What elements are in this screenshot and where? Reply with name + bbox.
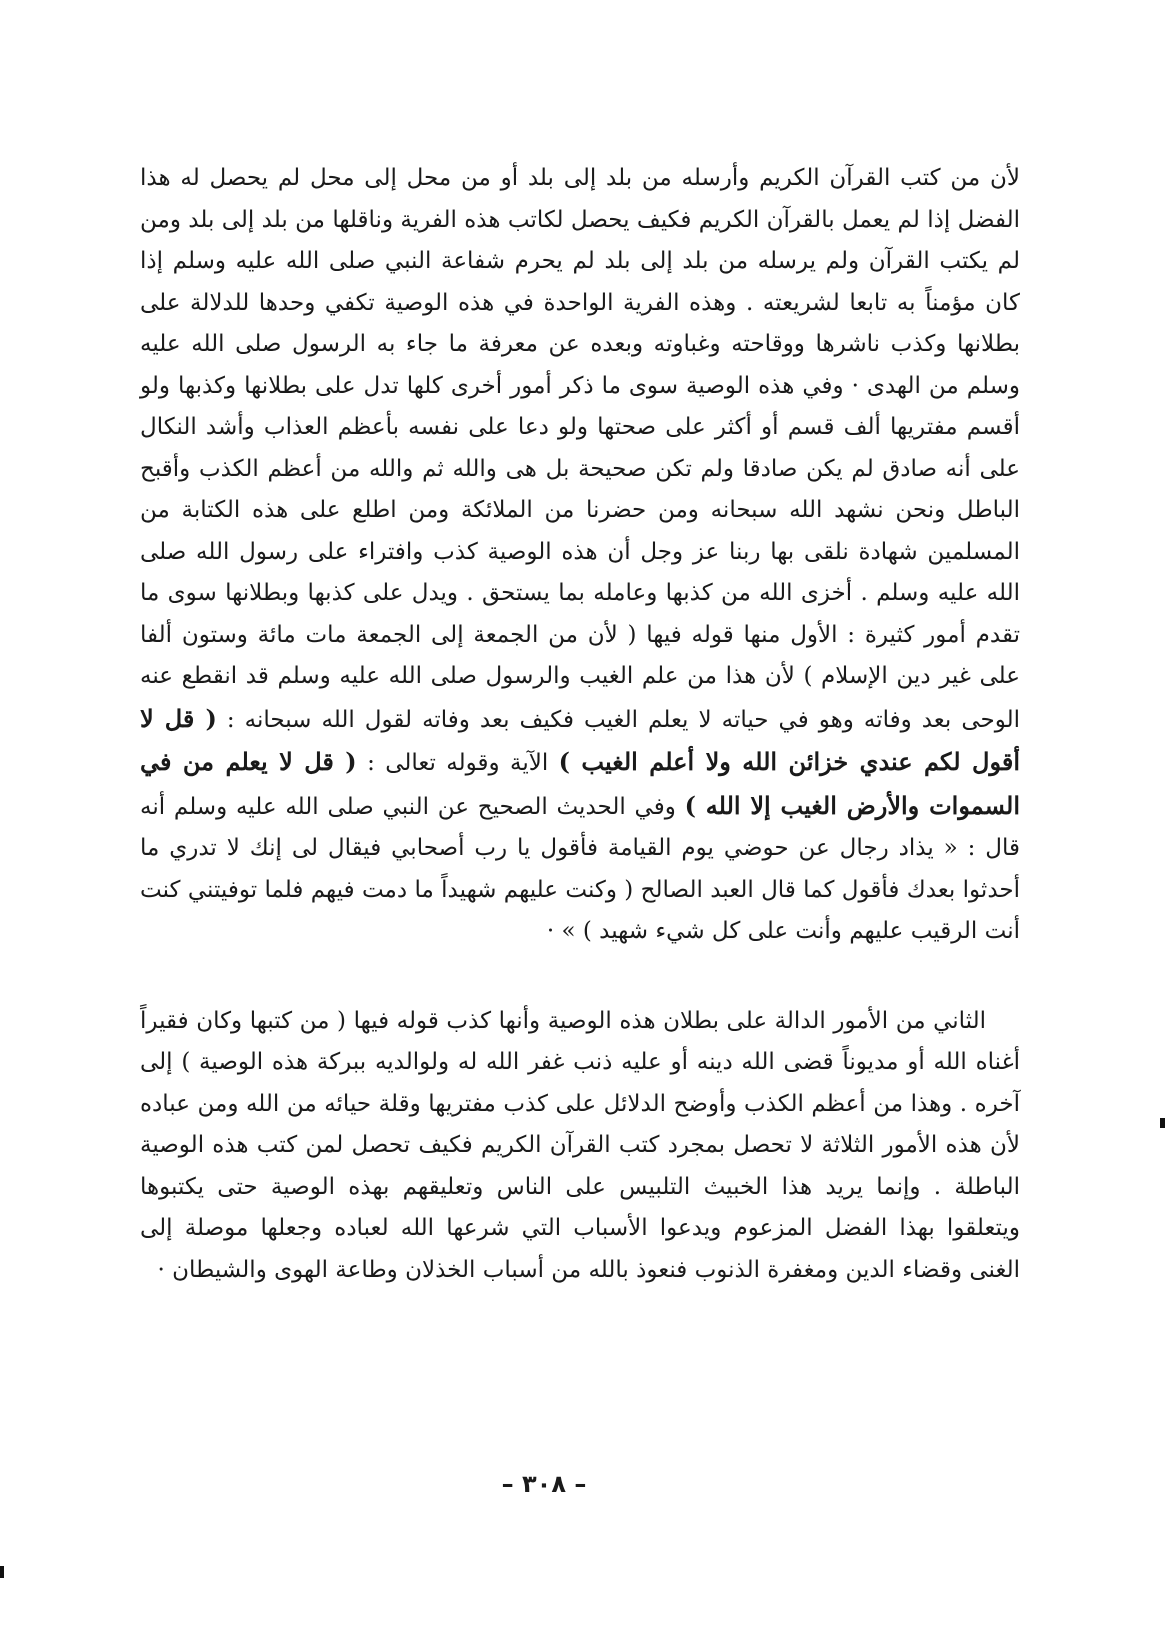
paragraph-1-text-b: الآية وقوله تعالى : bbox=[356, 750, 559, 776]
paragraph-1-text-c: وفي الحديث الصحيح عن النبي صلى الله عليه وسلم أنه قال : « يذاد رجال عن حوضي يوم القيامة فأقول يا رب أصحابي فيقال لى إنك لا تدري ما أحدثوا بعدك فأقول كما قال العبد الصالح ( وكنت عليهم شهيداً ما دمت فيهم فلما توفيتني كنت أنت الرقيب عليهم وأنت على كل شيء شهيد ) » · bbox=[140, 793, 1020, 944]
margin-mark bbox=[1160, 1118, 1165, 1128]
quran-verse-2: ( قل لا يعلم من في السموات والأرض الغيب إلا الله ) bbox=[140, 747, 1020, 820]
page-number: – ٣٠٨ – bbox=[501, 1470, 587, 1498]
document-page bbox=[140, 158, 1020, 1291]
paragraph-2: الثاني من الأمور الدالة على بطلان هذه الوصية وأنها كذب قوله فيها ( من كتبها وكان فقيراً أغناه الله أو مديوناً قضى الله دينه أو عليه ذنب غفر الله له ولوالديه ببركة هذه الوصية ) إلى آخره . وهذا من أعظم الكذب وأوضح الدلائل على كذب مفتريها وقلة حيائه من الله ومن عباده لأن هذه الأمور الثلاثة لا تحصل بمجرد كتب القرآن الكريم فكيف تحصل لمن كتب هذه الوصية الباطلة . وإنما يريد هذا الخبيث التلبيس على الناس وتعليقهم بهذه الوصية حتى يكتبوها ويتعلقوا بهذا الفضل المزعوم ويدعوا الأسباب التي شرعها الله لعباده وجعلها موصلة إلى الغنى وقضاء الدين ومغفرة الذنوب فنعوذ بالله من أسباب الخذلان وطاعة الهوى والشيطان · bbox=[140, 1007, 1020, 1283]
paragraph-1-text-a: لأن من كتب القرآن الكريم وأرسله من بلد إلى بلد أو من محل إلى محل لم يحصل له هذا الفضل إذا لم يعمل بالقرآن الكريم فكيف يحصل لكاتب هذه الفرية وناقلها من بلد إلى بلد ومن لم يكتب القرآن ولم يرسله من بلد إلى بلد لم يحرم شفاعة النبي صلى الله عليه وسلم إذا كان مؤمناً به تابعا لشريعته . وهذه الفرية الواحدة في هذه الوصية تكفي وحدها للدلالة على بطلانها وكذب ناشرها ووقاحته وغباوته وبعده عن معرفة ما جاء به الرسول صلى الله عليه وسلم من الهدى · وفي هذه الوصية سوى ما ذكر أمور أخرى كلها تدل على بطلانها وكذبها ولو أقسم مفتريها ألف قسم أو أكثر على صحتها ولو دعا على نفسه بأعظم العذاب وأشد النكال على أنه صادق لم يكن صادقا ولم تكن صحيحة بل هى والله ثم والله من أعظم الكذب وأقبح الباطل ونحن نشهد الله سبحانه ومن حضرنا من الملائكة ومن اطلع على هذه الكتابة من المسلمين شهادة نلقى بها ربنا عز وجل أن هذه الوصية كذب وافتراء على رسول الله صلى الله عليه وسلم . أخزى الله من كذبها وعامله بما يستحق . ويدل على كذبها وبطلانها سوى ما تقدم أمور كثيرة : الأول منها قوله فيها ( لأن من الجمعة إلى الجمعة مات مائة وستون ألفا على غير دين الإسلام ) لأن هذا من علم الغيب والرسول صلى الله عليه وسلم قد انقطع عنه الوحى بعد وفاته وهو في حياته لا يعلم الغيب فكيف بعد وفاته لقول الله سبحانه : bbox=[140, 165, 1020, 733]
margin-mark-bottom bbox=[0, 1566, 4, 1578]
paragraph-1 bbox=[140, 158, 1020, 953]
quran-verse-1: ( قل لا أقول لكم عندي خزائن الله ولا أعلم الغيب ) bbox=[140, 703, 1020, 776]
